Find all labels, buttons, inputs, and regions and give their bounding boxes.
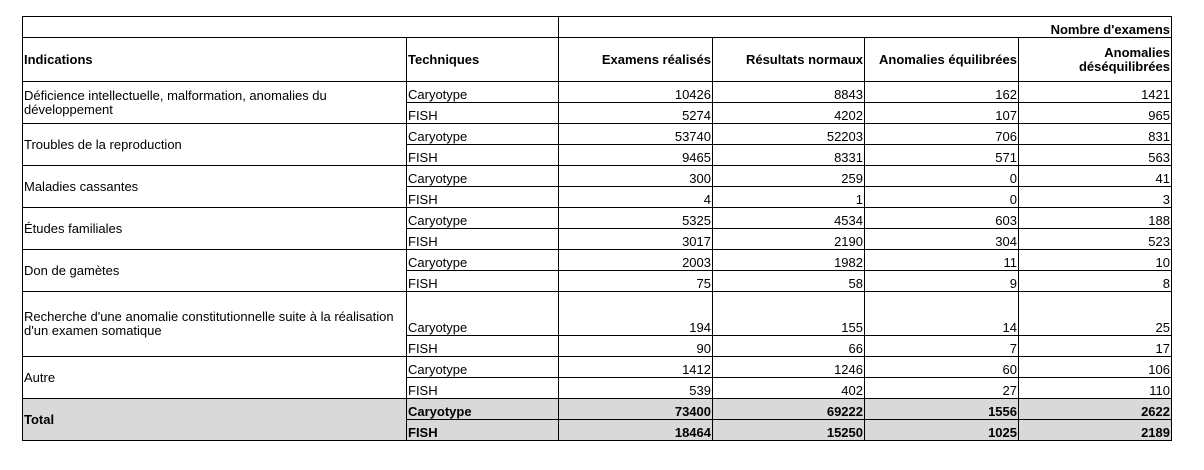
table-row	[23, 250, 1172, 271]
technique-cell: Caryotype	[407, 357, 559, 378]
table-row	[23, 292, 1172, 336]
caption-empty-cell	[23, 17, 559, 38]
technique-cell: FISH	[407, 103, 559, 124]
examens-cell: 3017	[559, 229, 713, 250]
caption-cell: Nombre d'examens	[559, 17, 1172, 38]
technique-cell: FISH	[407, 271, 559, 292]
header-examens: Examens réalisés	[559, 38, 713, 82]
table-row	[23, 166, 1172, 187]
desequilibrees-cell: 3	[1019, 187, 1172, 208]
examens-cell: 10426	[559, 82, 713, 103]
technique-cell: FISH	[407, 229, 559, 250]
examens-cell: 5325	[559, 208, 713, 229]
desequilibrees-cell: 8	[1019, 271, 1172, 292]
normaux-cell: 155	[713, 292, 865, 336]
indication-cell: Troubles de la reproduction	[23, 124, 407, 166]
equilibrees-cell: 571	[865, 145, 1019, 166]
equilibrees-cell: 1556	[865, 399, 1019, 420]
technique-cell: Caryotype	[407, 399, 559, 420]
equilibrees-cell: 304	[865, 229, 1019, 250]
indication-cell: Études familiales	[23, 208, 407, 250]
examens-cell: 9465	[559, 145, 713, 166]
normaux-cell: 1246	[713, 357, 865, 378]
desequilibrees-cell: 2622	[1019, 399, 1172, 420]
table-row	[23, 124, 1172, 145]
equilibrees-cell: 0	[865, 166, 1019, 187]
desequilibrees-cell: 831	[1019, 124, 1172, 145]
normaux-cell: 259	[713, 166, 865, 187]
desequilibrees-cell: 17	[1019, 336, 1172, 357]
examens-cell: 2003	[559, 250, 713, 271]
caption-row	[23, 17, 1172, 38]
desequilibrees-cell: 106	[1019, 357, 1172, 378]
equilibrees-cell: 60	[865, 357, 1019, 378]
normaux-cell: 4534	[713, 208, 865, 229]
normaux-cell: 58	[713, 271, 865, 292]
examens-cell: 18464	[559, 420, 713, 441]
indication-cell: Autre	[23, 357, 407, 399]
technique-cell: Caryotype	[407, 166, 559, 187]
header-desequilibrees: Anomalies déséquilibrées	[1019, 38, 1172, 82]
technique-cell: Caryotype	[407, 208, 559, 229]
examens-cell: 53740	[559, 124, 713, 145]
table-row	[23, 208, 1172, 229]
desequilibrees-cell: 188	[1019, 208, 1172, 229]
desequilibrees-cell: 523	[1019, 229, 1172, 250]
table-row	[23, 82, 1172, 103]
normaux-cell: 1982	[713, 250, 865, 271]
desequilibrees-cell: 10	[1019, 250, 1172, 271]
indication-cell: Maladies cassantes	[23, 166, 407, 208]
header-indications: Indications	[23, 38, 407, 82]
technique-cell: FISH	[407, 187, 559, 208]
normaux-cell: 69222	[713, 399, 865, 420]
normaux-cell: 2190	[713, 229, 865, 250]
desequilibrees-cell: 563	[1019, 145, 1172, 166]
equilibrees-cell: 7	[865, 336, 1019, 357]
table-row	[23, 357, 1172, 378]
normaux-cell: 8331	[713, 145, 865, 166]
examens-cell: 194	[559, 292, 713, 336]
technique-cell: FISH	[407, 420, 559, 441]
exams-table	[22, 16, 1172, 441]
technique-cell: Caryotype	[407, 292, 559, 336]
header-row	[23, 38, 1172, 82]
header-techniques: Techniques	[407, 38, 559, 82]
technique-cell: FISH	[407, 145, 559, 166]
normaux-cell: 402	[713, 378, 865, 399]
desequilibrees-cell: 41	[1019, 166, 1172, 187]
technique-cell: Caryotype	[407, 82, 559, 103]
desequilibrees-cell: 25	[1019, 292, 1172, 336]
total-label-cell: Total	[23, 399, 407, 441]
normaux-cell: 1	[713, 187, 865, 208]
examens-cell: 75	[559, 271, 713, 292]
examens-cell: 73400	[559, 399, 713, 420]
desequilibrees-cell: 965	[1019, 103, 1172, 124]
total-row	[23, 399, 1172, 420]
equilibrees-cell: 27	[865, 378, 1019, 399]
indication-cell: Déficience intellectuelle, malformation, anomalies du développement	[23, 82, 407, 124]
header-equilibrees: Anomalies équilibrées	[865, 38, 1019, 82]
equilibrees-cell: 11	[865, 250, 1019, 271]
examens-cell: 539	[559, 378, 713, 399]
desequilibrees-cell: 2189	[1019, 420, 1172, 441]
normaux-cell: 8843	[713, 82, 865, 103]
normaux-cell: 15250	[713, 420, 865, 441]
technique-cell: Caryotype	[407, 250, 559, 271]
equilibrees-cell: 706	[865, 124, 1019, 145]
technique-cell: FISH	[407, 378, 559, 399]
normaux-cell: 66	[713, 336, 865, 357]
indication-cell: Recherche d'une anomalie constitutionnelle suite à la réalisation d'un examen somatique	[23, 292, 407, 357]
technique-cell: FISH	[407, 336, 559, 357]
normaux-cell: 52203	[713, 124, 865, 145]
examens-cell: 5274	[559, 103, 713, 124]
examens-cell: 1412	[559, 357, 713, 378]
technique-cell: Caryotype	[407, 124, 559, 145]
indication-cell: Don de gamètes	[23, 250, 407, 292]
examens-cell: 300	[559, 166, 713, 187]
header-normaux: Résultats normaux	[713, 38, 865, 82]
equilibrees-cell: 107	[865, 103, 1019, 124]
equilibrees-cell: 603	[865, 208, 1019, 229]
desequilibrees-cell: 110	[1019, 378, 1172, 399]
equilibrees-cell: 9	[865, 271, 1019, 292]
desequilibrees-cell: 1421	[1019, 82, 1172, 103]
examens-cell: 90	[559, 336, 713, 357]
normaux-cell: 4202	[713, 103, 865, 124]
equilibrees-cell: 14	[865, 292, 1019, 336]
examens-cell: 4	[559, 187, 713, 208]
equilibrees-cell: 0	[865, 187, 1019, 208]
equilibrees-cell: 162	[865, 82, 1019, 103]
equilibrees-cell: 1025	[865, 420, 1019, 441]
